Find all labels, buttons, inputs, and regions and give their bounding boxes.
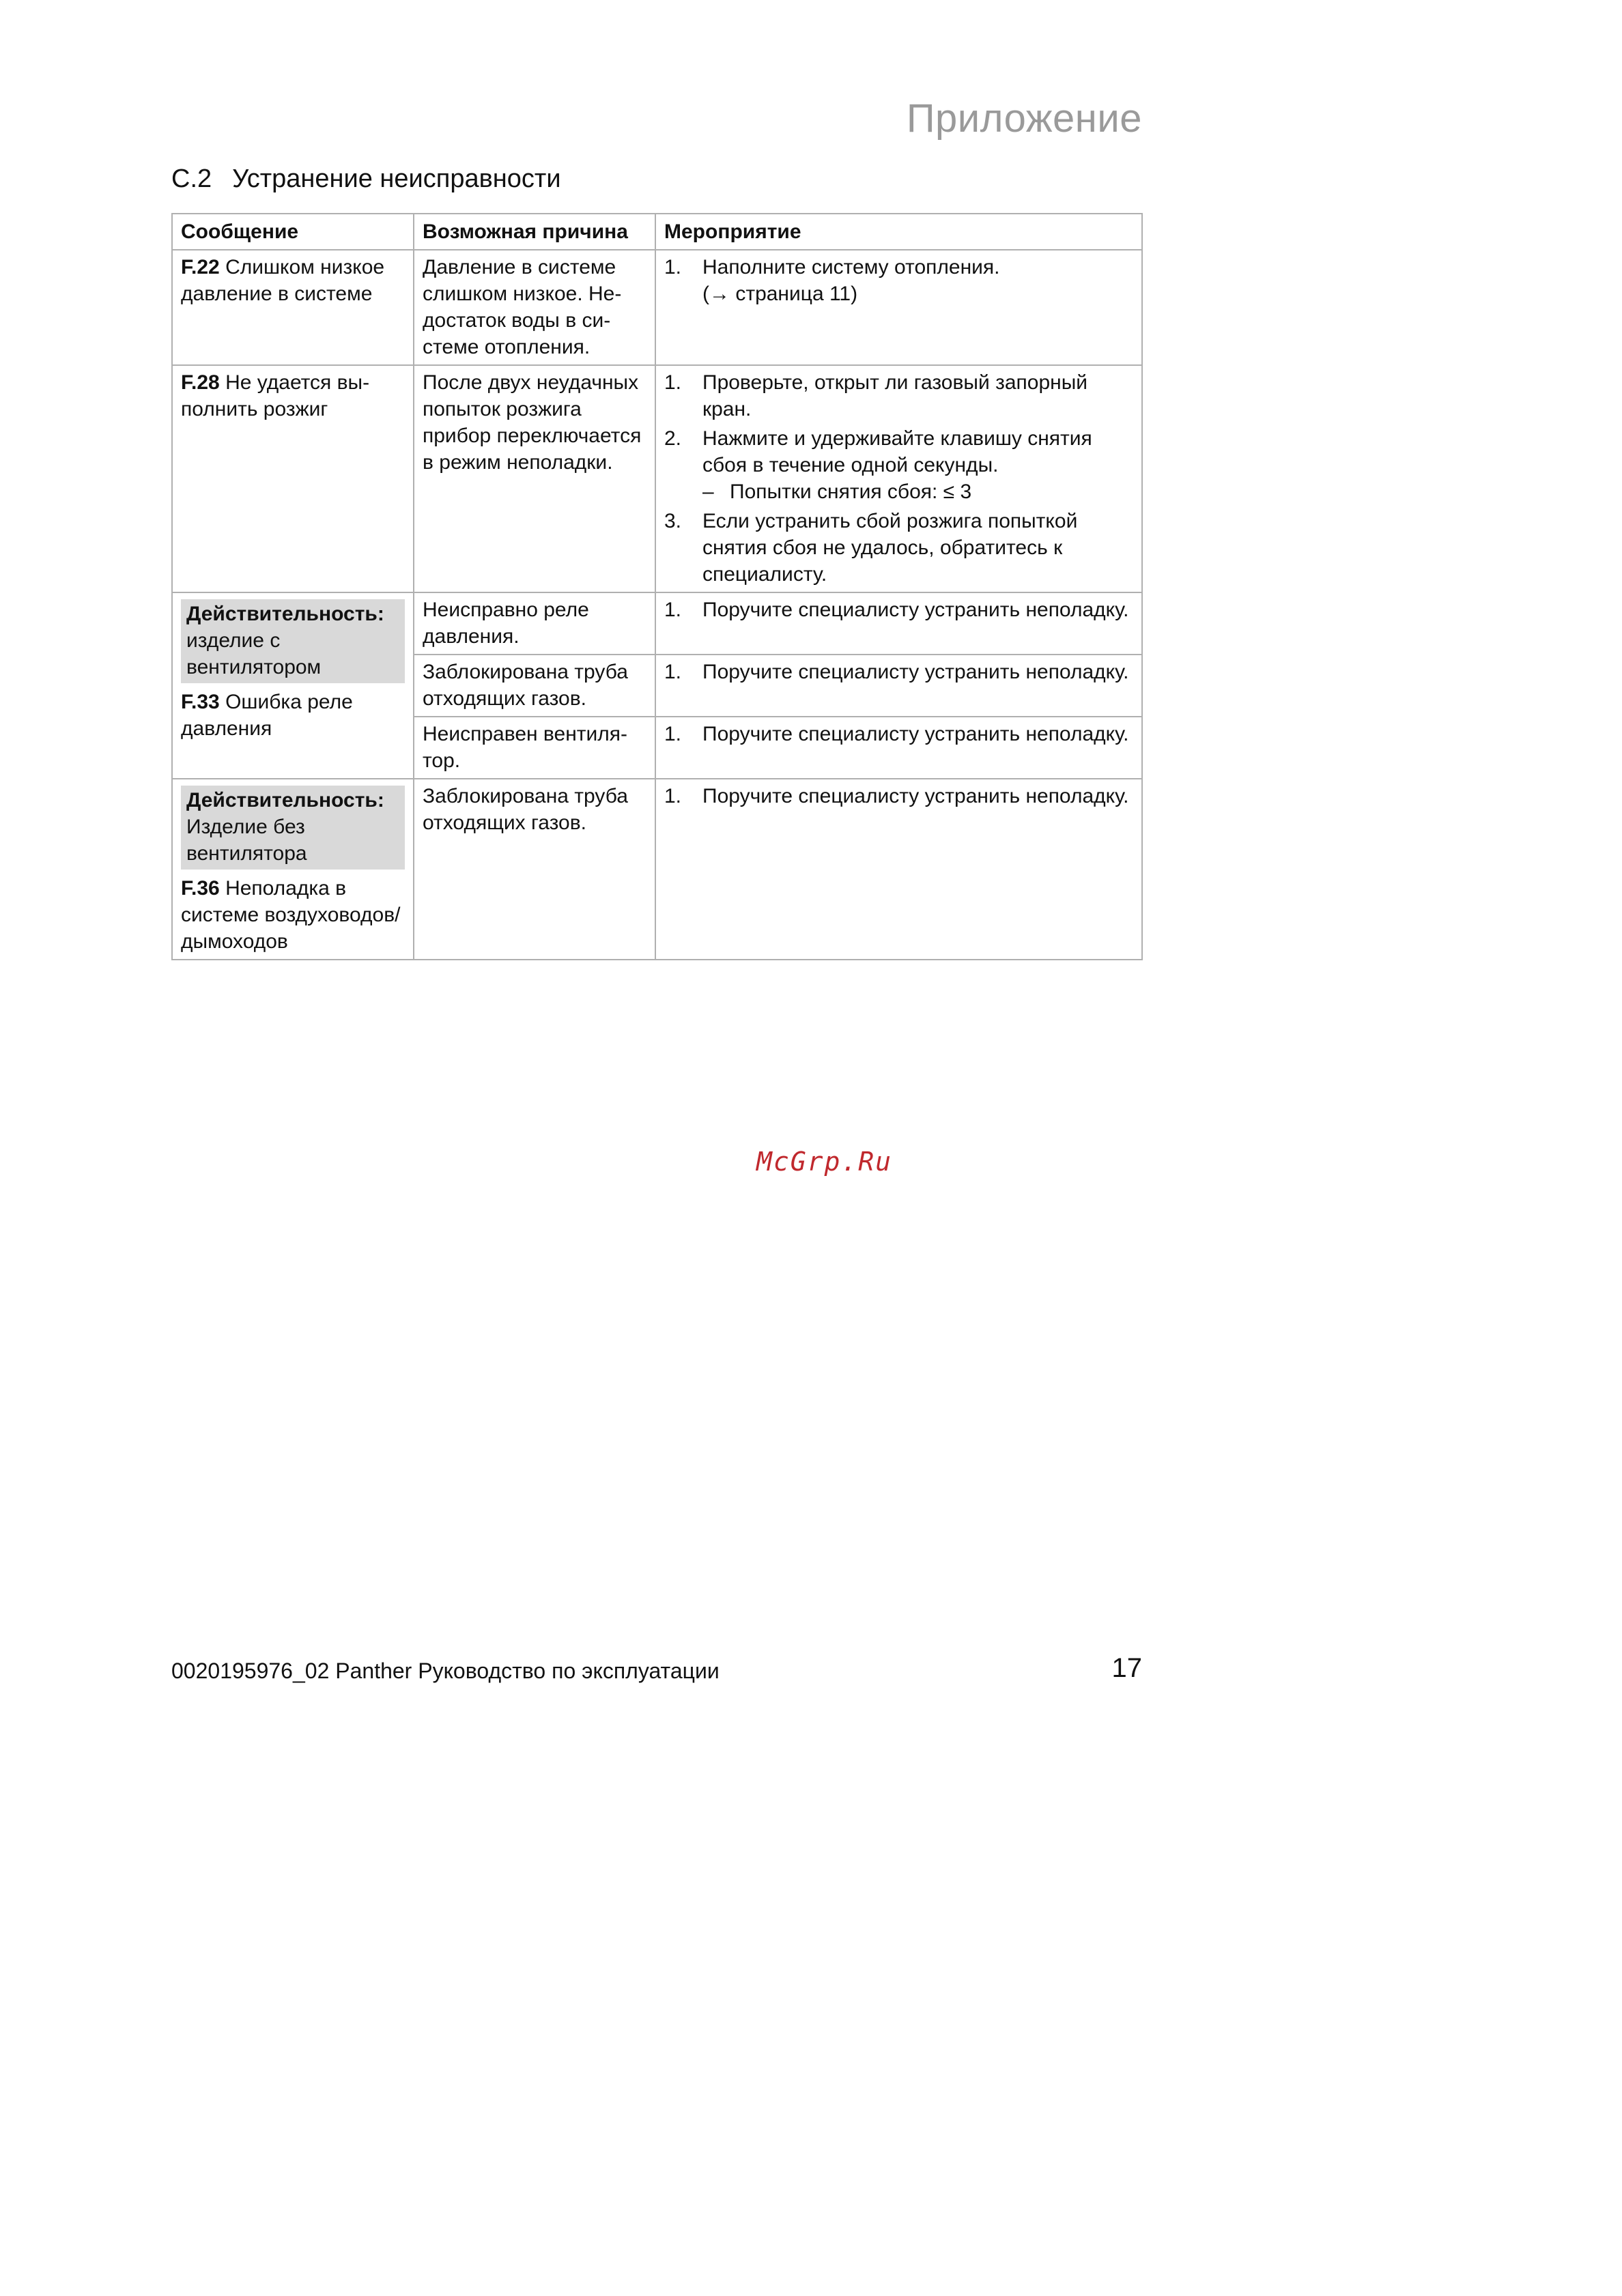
section-heading xyxy=(171,164,561,194)
fault-code: F.36 xyxy=(181,877,220,900)
action-cell xyxy=(655,365,1142,592)
step-number: 2. xyxy=(664,427,682,450)
message-cell xyxy=(172,250,414,365)
fault-code: F.33 xyxy=(181,691,220,713)
action-cell xyxy=(655,779,1142,960)
step-number: 1. xyxy=(664,785,682,807)
fault-table xyxy=(171,213,1143,960)
cause-cell: Заблокирована труба отходящих газов. xyxy=(414,655,655,717)
fault-message: Ошибка реле давления xyxy=(181,691,353,740)
cause-cell: Неисправно реле давления. xyxy=(414,592,655,655)
table-row-f22 xyxy=(172,250,1142,365)
sub-step xyxy=(702,478,1133,505)
step-text: Проверьте, открыт ли газовый запорный кран. xyxy=(702,371,1088,420)
table-row-f28 xyxy=(172,365,1142,592)
action-cell xyxy=(655,250,1142,365)
step-text: Поручите специалисту устранить неполадку. xyxy=(702,599,1129,621)
step-number: 1. xyxy=(664,661,682,683)
step-text: Если устранить сбой розжига попыткой снятия сбоя не удалось, обратитесь к специалисту. xyxy=(702,510,1078,586)
fault-message: Не удается выполнить розжиг xyxy=(181,371,370,420)
fault-message: Слишком низкое давление в системе xyxy=(181,256,385,305)
watermark: McGrp.Ru xyxy=(756,1147,893,1177)
action-step xyxy=(664,254,1133,307)
validity-text: Изделие без вентилятора xyxy=(186,816,307,865)
section-title: Устранение неисправности xyxy=(232,164,561,193)
sub-step-text: Попытки снятия сбоя: ≤ 3 xyxy=(730,480,972,503)
footer-document-id: 0020195976_02 Panther Руководство по эксплуатации xyxy=(171,1659,720,1683)
cause-cell: Заблокирована труба отходящих газов. xyxy=(414,779,655,960)
message-cell xyxy=(172,365,414,592)
action-cell xyxy=(655,717,1142,779)
validity-label: Действительность: xyxy=(186,789,384,812)
section-number: C.2 xyxy=(171,164,212,193)
step-number: 1. xyxy=(664,256,682,278)
message-cell xyxy=(172,592,414,779)
action-step xyxy=(664,508,1133,588)
fault-code: F.22 xyxy=(181,256,220,278)
fault-message: Неполадка в системе воздуховодов/дымоходов xyxy=(181,877,401,953)
column-header-cause: Возможная причина xyxy=(414,214,655,250)
cause-cell: После двух неудачных попыток розжига прибор переключается в режим неполадки. xyxy=(414,365,655,592)
validity-note xyxy=(181,786,405,870)
step-number: 1. xyxy=(664,599,682,621)
validity-text: изделие с вентилятором xyxy=(186,629,322,678)
action-step xyxy=(664,369,1133,422)
table-header-row xyxy=(172,214,1142,250)
page-header-title: Приложение xyxy=(906,96,1142,141)
action-step xyxy=(664,721,1133,747)
column-header-action: Мероприятие xyxy=(655,214,1142,250)
step-number: 1. xyxy=(664,723,682,745)
step-text: Поручите специалисту устранить неполадку. xyxy=(702,785,1129,807)
step-text: Поручите специалисту устранить неполадку. xyxy=(702,661,1129,683)
action-step xyxy=(664,659,1133,685)
action-step xyxy=(664,425,1133,505)
action-step xyxy=(664,783,1133,809)
table-row-f33 xyxy=(172,592,1142,655)
action-cell xyxy=(655,655,1142,717)
page-number: 17 xyxy=(1111,1653,1142,1683)
message-cell xyxy=(172,779,414,960)
step-text: Поручите специалисту устранить неполадку. xyxy=(702,723,1129,745)
fault-code: F.28 xyxy=(181,371,220,394)
step-number: 3. xyxy=(664,510,682,532)
validity-label: Действительность: xyxy=(186,603,384,625)
page-reference-link[interactable]: (→ страница 11) xyxy=(702,283,858,305)
cause-cell: Неисправен вентилятор. xyxy=(414,717,655,779)
step-text: Нажмите и удерживайте клавишу снятия сбоя в течение одной секунды. xyxy=(702,427,1092,476)
cause-cell: Давление в системе слишком низкое. Недостаток воды в системе отопления. xyxy=(414,250,655,365)
step-text: Наполните систему отопления. xyxy=(702,256,1000,278)
column-header-message: Сообщение xyxy=(172,214,414,250)
table-row-f36 xyxy=(172,779,1142,960)
step-number: 1. xyxy=(664,371,682,394)
action-cell xyxy=(655,592,1142,655)
validity-note xyxy=(181,599,405,683)
action-step xyxy=(664,597,1133,623)
dash-bullet-icon: – xyxy=(702,480,714,503)
